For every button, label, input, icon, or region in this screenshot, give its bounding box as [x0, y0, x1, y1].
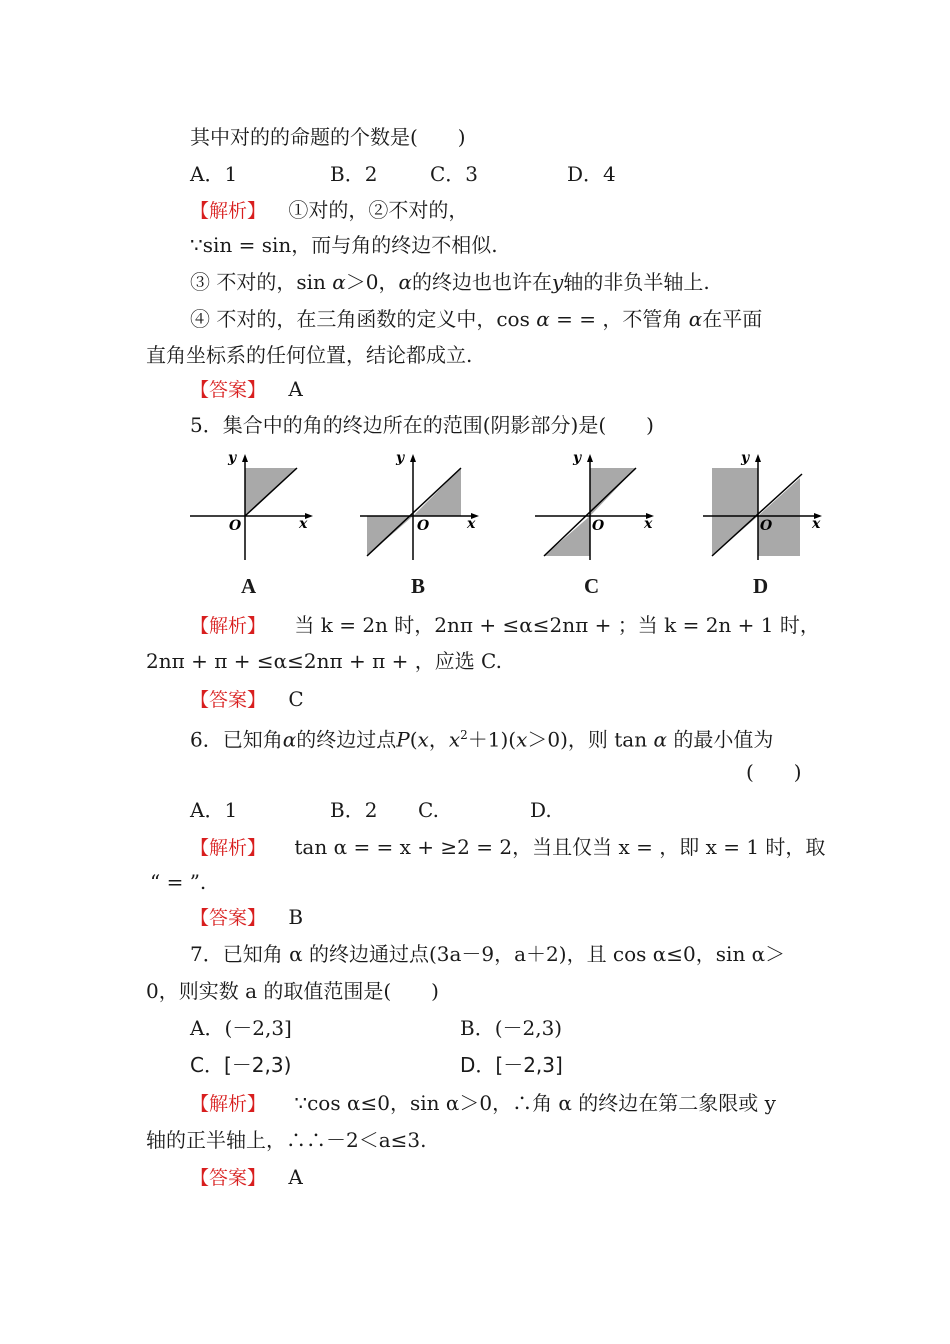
answer-value: A — [288, 377, 303, 401]
option-a: A．1 — [190, 798, 238, 822]
text: ④ 不对的，在三角函数的定义中，cos — [190, 307, 537, 331]
answer-tag: 【答案】 — [190, 1167, 267, 1189]
origin-label: O — [592, 518, 605, 534]
text: ＋1)( — [467, 727, 517, 752]
option-b: B．(－2,3) — [460, 1016, 563, 1040]
y-arrow — [587, 454, 593, 462]
figure-c-label: C — [584, 574, 600, 598]
analysis-tag: 【解析】 — [190, 200, 267, 222]
option-c: C．[－2,3) — [190, 1053, 292, 1077]
text: 轴的非负半轴上. — [563, 270, 710, 294]
answer-line — [190, 904, 303, 931]
shaded-region — [712, 468, 758, 556]
text: 6．已知角 — [190, 727, 283, 752]
answer-line — [190, 376, 303, 403]
analysis-line — [190, 612, 820, 639]
text: ( — [409, 727, 418, 752]
option-b: B．2 — [330, 162, 378, 186]
y-label: y — [396, 450, 405, 466]
figure-a-label: A — [241, 574, 257, 598]
figure-c — [530, 448, 670, 563]
y-arrow — [755, 454, 761, 462]
answer-paren: ( ) — [746, 760, 802, 784]
answer-value: C — [288, 687, 304, 711]
x-label: x — [644, 516, 653, 532]
text: ③ 不对的，sin — [190, 270, 333, 294]
option-d: D．[－2,3] — [460, 1053, 563, 1077]
figure-b-label: B — [411, 574, 426, 598]
origin-label: O — [229, 518, 242, 534]
var-x: x — [417, 727, 429, 752]
alpha: α — [536, 307, 550, 331]
option-d: D. — [530, 798, 552, 822]
alpha: α — [282, 727, 297, 752]
analysis-line — [190, 197, 468, 224]
question-stem: 其中对的的命题的个数是( ) — [190, 125, 466, 149]
y-arrow — [410, 454, 416, 462]
text: 的终边也也许在 — [412, 270, 553, 294]
shaded-region — [758, 478, 800, 556]
analysis-line: ∵sin = sin，而与角的终边不相似. — [190, 233, 498, 257]
analysis-text: ①对的，②不对的， — [288, 198, 469, 222]
question-7-cont: 0，则实数 a 的取值范围是( ) — [146, 979, 439, 1003]
option-b: B．2 — [330, 798, 378, 822]
analysis-text: ∵cos α≤0，sin α＞0，∴角 α 的终边在第二象限或 y — [294, 1091, 776, 1115]
answer-tag: 【答案】 — [190, 379, 267, 401]
y-label: y — [573, 450, 582, 466]
analysis-line: “ = ”. — [150, 870, 207, 894]
text: 在平面 — [702, 307, 763, 331]
question-6 — [190, 722, 773, 753]
analysis-tag: 【解析】 — [190, 615, 267, 637]
analysis-line — [190, 1090, 776, 1117]
y-label: y — [228, 450, 237, 466]
x-label: x — [812, 516, 821, 532]
text: ＞0， — [345, 270, 399, 294]
origin-label: O — [760, 518, 773, 534]
x-label: x — [299, 516, 308, 532]
option-c: C．3 — [430, 162, 479, 186]
text: 的终边过点 — [296, 727, 397, 752]
var-y: y — [552, 270, 564, 294]
analysis-line: 2nπ + π + ≤α≤2nπ + π + ，应选 C. — [146, 649, 503, 673]
exponent: 2 — [460, 728, 468, 742]
text: = = ，不管角 — [549, 307, 689, 331]
origin-label: O — [417, 518, 430, 534]
text: 的最小值为 — [666, 727, 774, 752]
text: ＞0)，则 tan — [527, 727, 654, 752]
answer-line — [190, 1164, 303, 1191]
y-label: y — [741, 450, 750, 466]
analysis-tag: 【解析】 — [190, 837, 267, 859]
figure-a — [185, 448, 325, 563]
alpha: α — [398, 270, 413, 294]
option-c: C. — [418, 798, 439, 822]
text: ， — [428, 727, 449, 752]
question-7: 7．已知角 α 的终边通过点(3a－9，a＋2)，且 cos α≤0，sin α＞ — [190, 942, 786, 966]
option-a: A．1 — [190, 162, 238, 186]
analysis-text: 当 k = 2n 时，2nπ + ≤α≤2nπ + ；当 k = 2n + 1 时， — [294, 613, 820, 637]
analysis-line: 轴的正半轴上，∴∴－2＜a≤3. — [146, 1128, 427, 1152]
var-p: P — [396, 727, 410, 752]
analysis-line — [190, 269, 710, 295]
answer-value: B — [288, 905, 304, 929]
analysis-line: 直角坐标系的任何位置，结论都成立. — [146, 343, 473, 367]
alpha: α — [653, 727, 667, 752]
analysis-text: tan α = = x + ≥2 = 2，当且仅当 x = ，即 x = 1 时，取 — [294, 835, 826, 859]
figure-d — [700, 448, 830, 563]
answer-value: A — [288, 1165, 303, 1189]
analysis-tag: 【解析】 — [190, 1093, 267, 1115]
question-5: 5．集合中的角的终边所在的范围(阴影部分)是( ) — [190, 413, 654, 437]
alpha: α — [688, 307, 703, 331]
figure-d-label: D — [753, 574, 769, 598]
alpha: α — [332, 270, 346, 294]
answer-line — [190, 686, 304, 713]
figure-b — [355, 448, 495, 563]
answer-tag: 【答案】 — [190, 907, 267, 929]
answer-tag: 【答案】 — [190, 689, 267, 711]
x-label: x — [467, 516, 476, 532]
option-d: D．4 — [567, 162, 616, 186]
var-x: x — [516, 727, 528, 752]
option-a: A．(－2,3] — [190, 1016, 292, 1040]
y-arrow — [242, 454, 248, 462]
analysis-line — [190, 834, 825, 861]
analysis-line — [190, 306, 762, 332]
var-x: x — [448, 727, 461, 752]
